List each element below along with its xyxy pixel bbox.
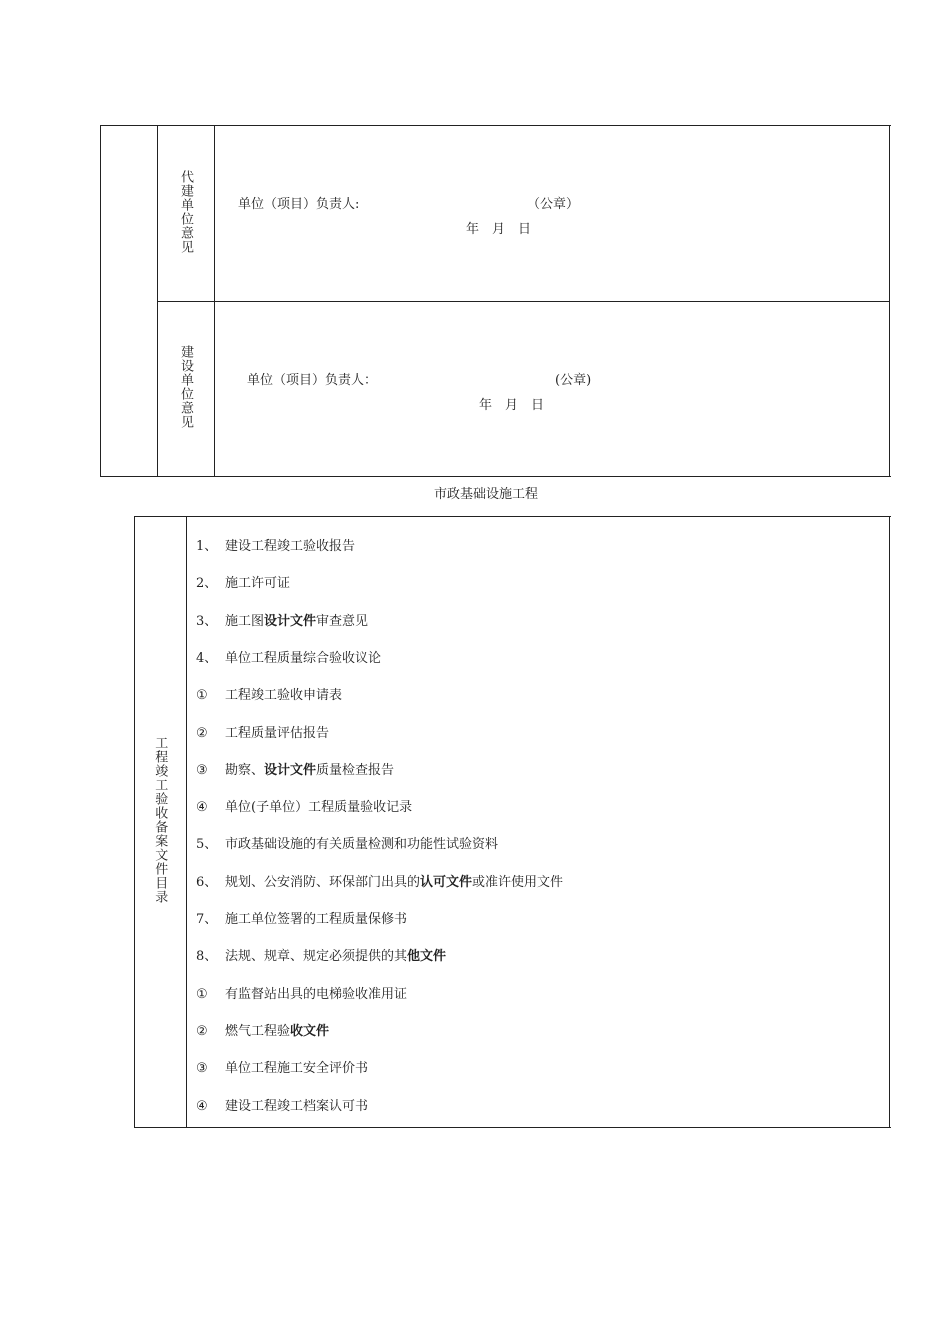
list-item: [196, 572, 290, 591]
table-border-left: [100, 125, 101, 477]
date-line: 年 月 日: [466, 222, 532, 237]
official-seal-label: (公章): [555, 373, 592, 388]
list-item-text: 施工许可证: [225, 576, 291, 592]
list-item-text: 单位(子单位）工程质量验收记录: [225, 800, 413, 816]
list-item-text-bold: 收文件: [290, 1023, 330, 1039]
list-item-number: ①: [196, 986, 208, 1002]
list-item-text: 单位工程施工安全评价书: [225, 1061, 369, 1077]
list-item-text-bold: 设计文件: [264, 613, 317, 629]
table-border-bottom: [100, 476, 891, 477]
date-line: 年 月 日: [479, 398, 545, 413]
list-item-number: ③: [196, 1061, 208, 1077]
list-item: [196, 833, 498, 852]
list-item-number: 7、: [196, 912, 218, 927]
list-item: [196, 1095, 368, 1114]
list-item: [196, 871, 563, 890]
list-item-text-suffix: 或准许使用文件: [472, 874, 564, 890]
list-item: [196, 908, 407, 927]
list-item-text: 市政基础设施的有关质量检测和功能性试验资料: [225, 837, 499, 853]
list-item: [196, 610, 368, 629]
list-item-number: ①: [196, 688, 208, 704]
table-border-top: [100, 125, 891, 126]
list-item-number: 2、: [196, 576, 218, 592]
list-item-text: 施工单位签署的工程质量保修书: [225, 912, 408, 927]
list-item-text-bold: 他文件: [407, 949, 447, 965]
list-item: [196, 983, 407, 1002]
table-divider-col1: [186, 516, 187, 1128]
list-item-number: ④: [196, 800, 208, 816]
list-item: [196, 535, 355, 554]
table-row-divider: [157, 301, 890, 302]
list-item: [196, 722, 329, 741]
list-item: [196, 945, 446, 964]
list-item-text: 建设工程竣工档案认可书: [225, 1098, 369, 1114]
list-item-text: 燃气工程验: [225, 1023, 291, 1039]
list-item-number: ②: [196, 725, 208, 741]
list-item-text: 规划、公安消防、环保部门出具的: [225, 874, 421, 890]
official-seal-label: （公章）: [527, 197, 580, 212]
list-item: [196, 759, 394, 778]
list-item-number: ②: [196, 1023, 208, 1039]
table-border-top: [134, 516, 891, 517]
list-item-number: ④: [196, 1098, 208, 1114]
section-caption: 市政基础设施工程: [434, 487, 539, 502]
list-item-number: 1、: [196, 539, 218, 554]
list-item-text-bold: 认可文件: [420, 874, 473, 890]
list-item-number: 3、: [196, 613, 218, 629]
list-item-text-suffix: 质量检查报告: [316, 762, 395, 778]
responsible-person-label: 单位（项目）负责人：: [247, 373, 378, 388]
list-item-text: 建设工程竣工验收报告: [225, 539, 356, 554]
list-item-text: 有监督站出具的电梯验收准用证: [225, 986, 408, 1002]
list-item-number: 6、: [196, 874, 218, 890]
filing-list-label: 工程竣工验收备案文件目录: [152, 736, 168, 904]
list-item-text: 施工图: [225, 613, 265, 629]
table-border-bottom: [134, 1127, 891, 1128]
list-item-text: 工程竣工验收申请表: [225, 688, 343, 704]
list-item-text: 单位工程质量综合验收议论: [225, 650, 382, 666]
list-item: [196, 647, 381, 666]
row-label-agent-unit: 代建单位意见: [178, 170, 193, 254]
list-item-number: 4、: [196, 650, 218, 666]
row-label-construction-unit: 建设单位意见: [178, 345, 193, 429]
list-item-text: 法规、规章、规定必须提供的其: [225, 949, 408, 965]
list-item-text-suffix: 审查意见: [316, 613, 369, 629]
list-item: [196, 684, 342, 703]
list-item: [196, 1057, 368, 1076]
list-item: [196, 1020, 329, 1039]
table-border-right: [889, 516, 890, 1128]
list-item-text: 工程质量评估报告: [225, 725, 330, 741]
list-item-number: 5、: [196, 837, 218, 853]
list-item-text-bold: 设计文件: [264, 762, 317, 778]
responsible-person-label: 单位（项目）负责人:: [238, 197, 360, 212]
list-item-number: 8、: [196, 949, 218, 965]
table-border-left: [134, 516, 135, 1128]
list-item-number: ③: [196, 762, 208, 778]
list-item: [196, 796, 412, 815]
list-item-text: 勘察、: [225, 762, 265, 778]
